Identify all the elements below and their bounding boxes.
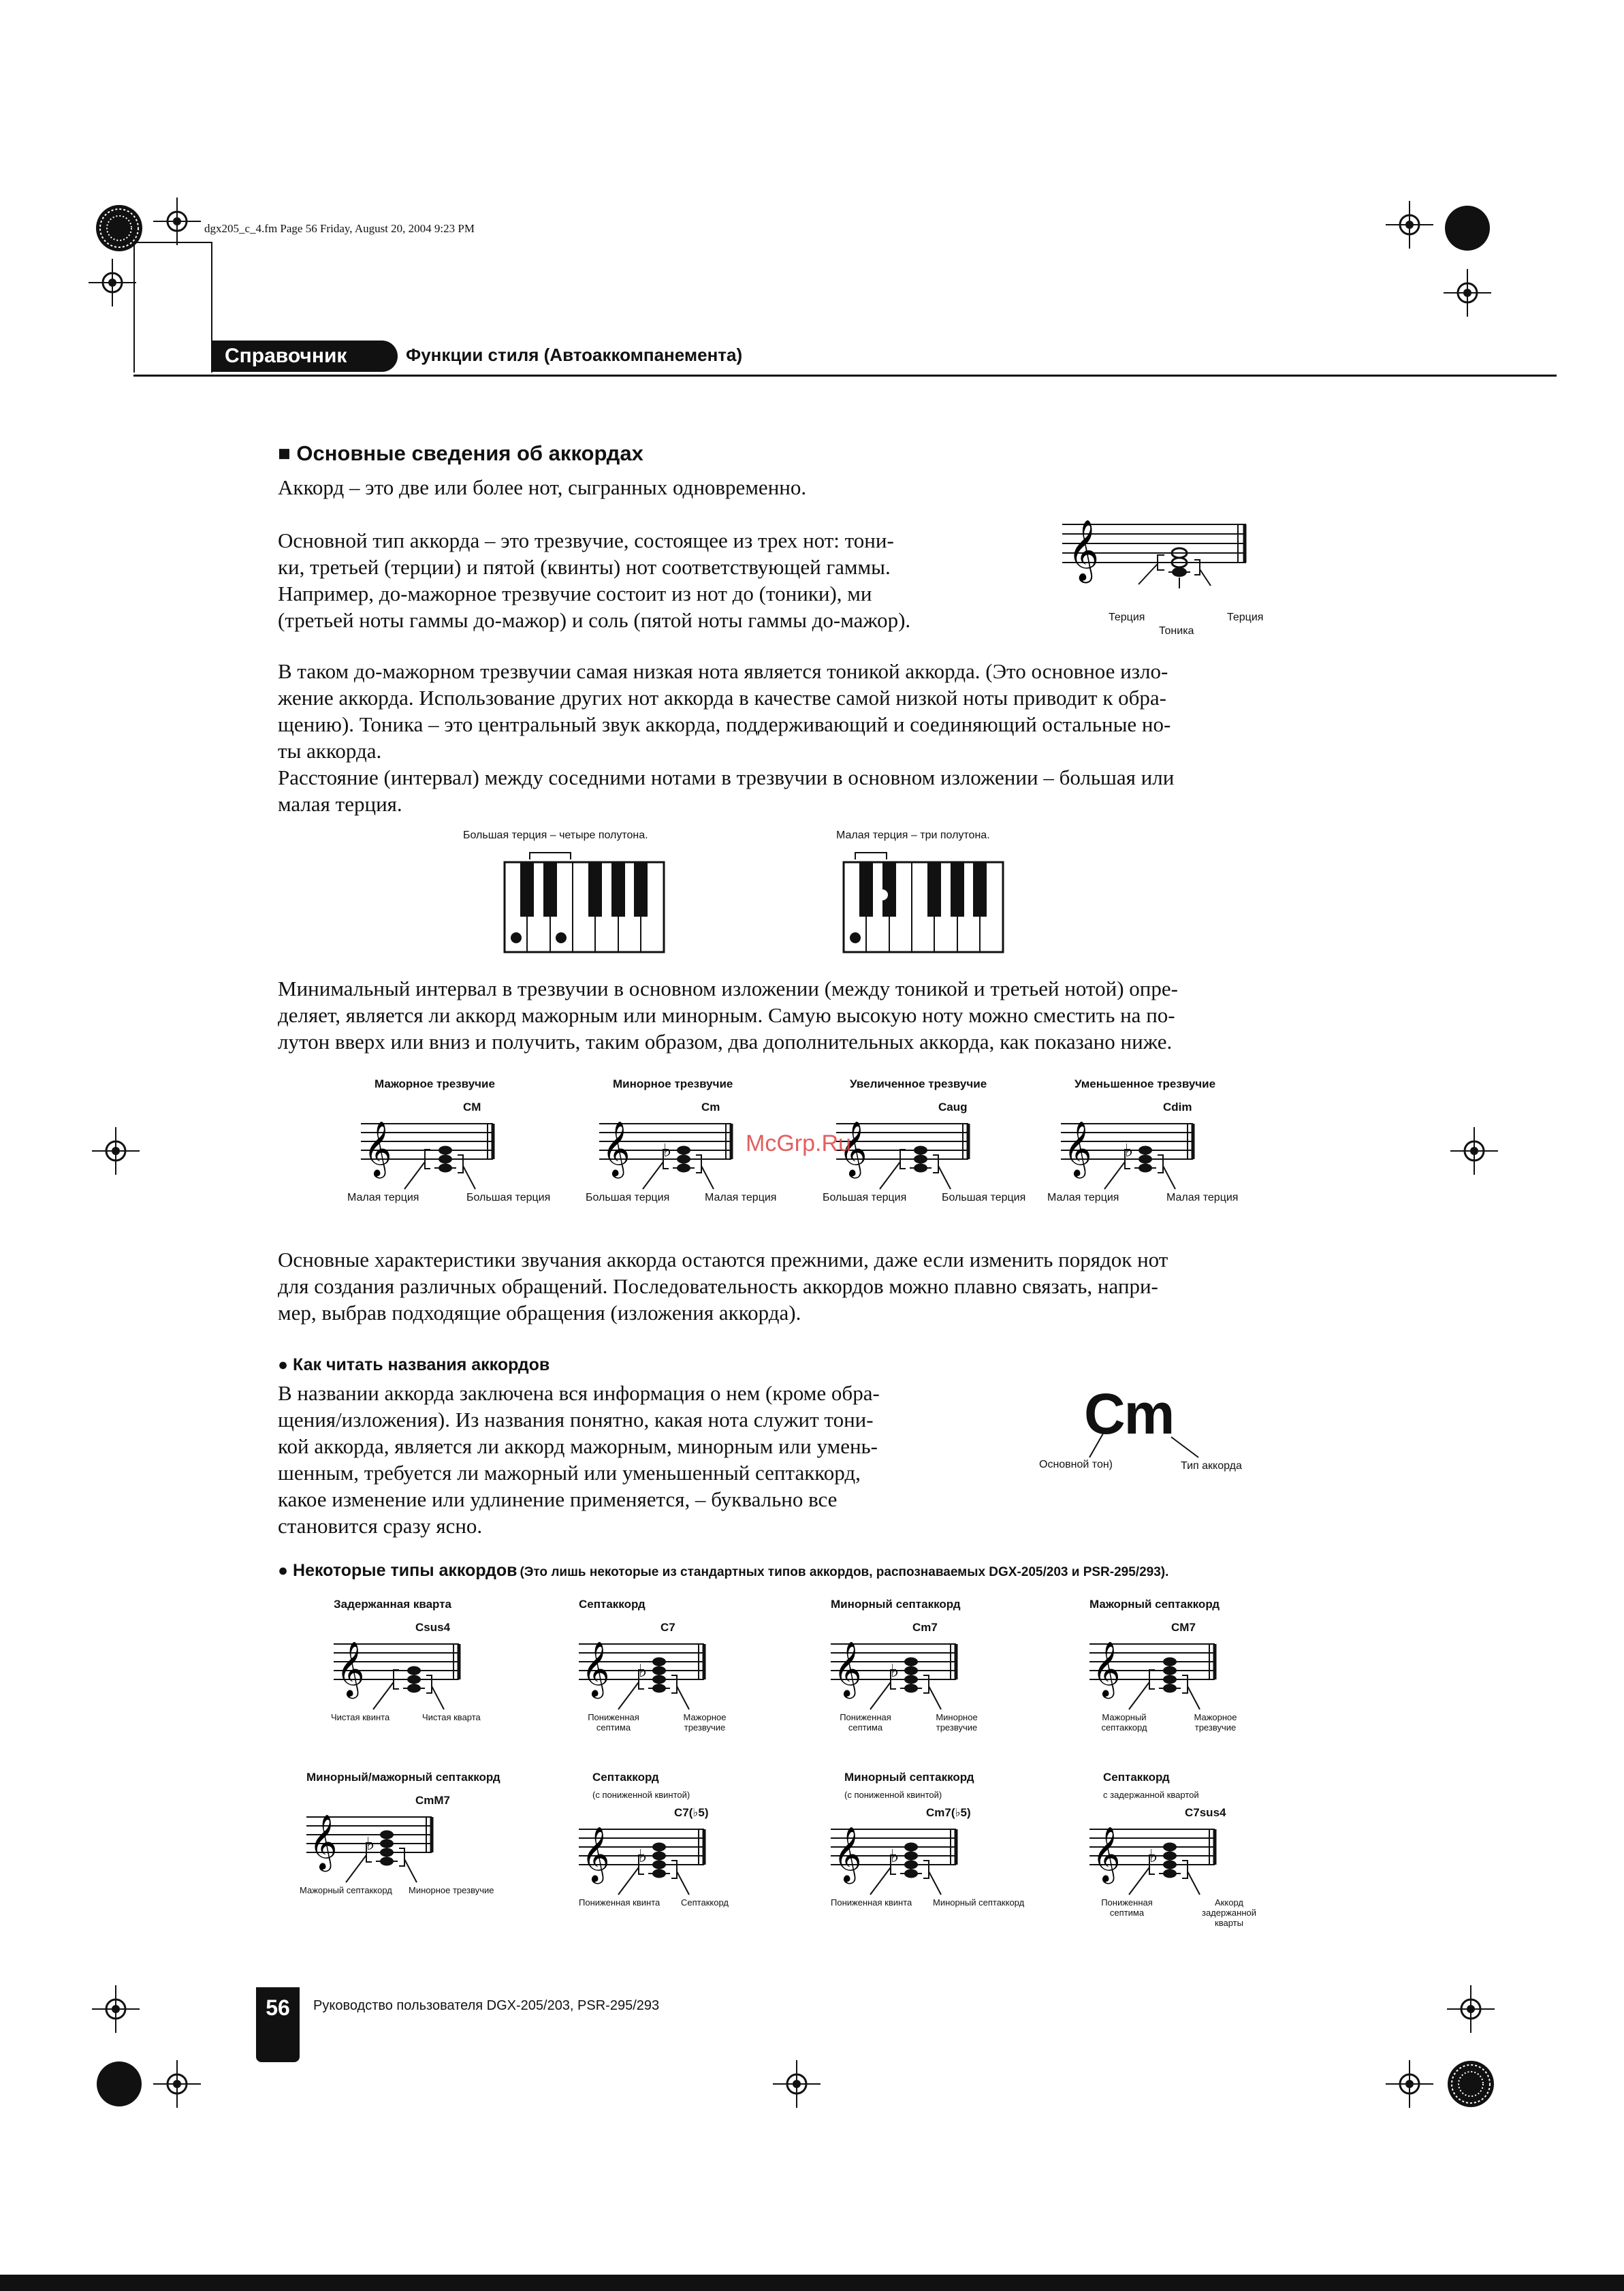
svg-text:𝄞: 𝄞 — [364, 1120, 392, 1176]
text-line: Например, до-мажорное трезвучие состоит из нот до (тоники), ми — [278, 582, 872, 605]
chord-left-label: Пониженная септима — [840, 1712, 891, 1733]
svg-text:♭: ♭ — [1125, 1141, 1134, 1161]
triad-label-third-left: Терция — [1109, 612, 1145, 623]
chord-staff — [1089, 1634, 1219, 1723]
svg-text:♭: ♭ — [639, 1846, 648, 1867]
chord-symbol: Caug — [938, 1101, 968, 1113]
types-note: (Это лишь некоторые из стандартных типов аккордов, распознаваемых DGX-205/203 и PSR-295/293). — [520, 1565, 1169, 1579]
crosshair-mark — [1447, 1985, 1495, 2033]
chord-staff — [831, 1634, 960, 1723]
svg-text:𝄞: 𝄞 — [1064, 1120, 1092, 1176]
read-names-paragraph — [278, 1380, 880, 1539]
chord-left-label: Пониженная квинта — [579, 1897, 660, 1908]
chord-staff — [831, 1820, 960, 1908]
chord-symbol: Csus4 — [415, 1621, 451, 1634]
chord-right-label: Септаккорд — [681, 1897, 729, 1908]
chord-title: Увеличенное трезвучие — [850, 1077, 987, 1090]
chord-left-label: Большая терция — [586, 1192, 670, 1203]
keyboard-caption-minor-third: Малая терция – три полутона. — [836, 830, 990, 841]
chord-staff — [599, 1114, 735, 1203]
svg-text:𝄞: 𝄞 — [839, 1120, 867, 1176]
text-line: Основные характеристики звучания аккорда остаются прежними, даже если изменить порядок нот — [278, 1248, 1168, 1271]
text-line: деляет, является ли аккорд мажорным или минорным. Самую высокую ноту можно сместить на по- — [278, 1003, 1175, 1027]
registration-mark-bottom-right — [1440, 2053, 1501, 2115]
chord-title: Септаккорд — [1103, 1771, 1170, 1784]
chord-title: Минорный септаккорд — [844, 1771, 974, 1784]
text-line: шенным, требуется ли мажорный или уменьшенный септаккорд, — [278, 1461, 861, 1485]
svg-text:♭: ♭ — [663, 1141, 672, 1161]
chord-left-label: Пониженная септима — [1101, 1897, 1153, 1918]
text-line: ки, третьей (терции) и пятой (квинты) нот соответствующей гаммы. — [278, 555, 891, 579]
triad-staff-diagram — [1055, 511, 1260, 613]
chord-staff — [579, 1634, 708, 1723]
svg-text:♭: ♭ — [366, 1834, 375, 1854]
triad-label-root: Тоника — [1159, 625, 1194, 637]
chord-title: Септаккорд — [579, 1598, 646, 1611]
chord-subtitle: с задержанной квартой — [1103, 1790, 1199, 1800]
chord-right-label: Аккорд задержанной кварты — [1201, 1897, 1256, 1928]
chord-title: Минорное трезвучие — [613, 1077, 733, 1090]
section-title: Функции стиля (Автоаккомпанемента) — [406, 345, 743, 365]
text-line: (третьей ноты гаммы до-мажор) и соль (пятой ноты гаммы до-мажор). — [278, 608, 911, 632]
text-line: щению). Тоника – это центральный звук аккорда, поддерживающий и соединяющий остальные но- — [278, 712, 1171, 736]
chord-staff — [836, 1114, 972, 1203]
crosshair-mark — [773, 2060, 821, 2108]
chord-symbol: CmM7 — [415, 1794, 451, 1807]
svg-text:𝄞: 𝄞 — [602, 1120, 631, 1176]
crosshair-mark — [89, 259, 136, 306]
chord-title: Мажорный септаккорд — [1089, 1598, 1220, 1611]
chord-symbol: Cdim — [1163, 1101, 1192, 1113]
chord-title: Уменьшенное трезвучие — [1074, 1077, 1216, 1090]
svg-text:𝄞: 𝄞 — [833, 1641, 862, 1696]
svg-text:𝄞: 𝄞 — [309, 1814, 338, 1869]
text-line: Минимальный интервал в трезвучии в основном изложении (между тоникой и третьей нотой) опре- — [278, 977, 1178, 1000]
text-line: становится сразу ясно. — [278, 1514, 483, 1538]
black-dot-mark — [1444, 204, 1491, 252]
chord-staff — [361, 1114, 497, 1203]
chord-title: Задержанная кварта — [334, 1598, 451, 1611]
bottom-border — [0, 2275, 1624, 2291]
svg-text:♭: ♭ — [891, 1661, 899, 1681]
root-tone-label: Основной тон) — [1039, 1459, 1113, 1470]
chord-title: Мажорное трезвучие — [375, 1077, 495, 1090]
chord-title: Минорный септаккорд — [831, 1598, 961, 1611]
section-tab: Справочник — [212, 341, 398, 372]
chord-symbol: C7sus4 — [1185, 1806, 1226, 1819]
chord-symbol: Cm7(♭5) — [926, 1806, 971, 1819]
chord-left-label: Малая терция — [1047, 1192, 1119, 1203]
chord-symbol: CM7 — [1171, 1621, 1196, 1634]
crosshair-mark — [92, 1985, 140, 2033]
file-header: dgx205_c_4.fm Page 56 Friday, August 20, 2004 9:23 PM — [204, 222, 475, 235]
keyboard-minor-third — [842, 847, 1005, 956]
chord-left-label: Пониженная септима — [588, 1712, 639, 1733]
paragraph-root — [278, 658, 1174, 817]
chord-left-label: Мажорный септаккорд — [1101, 1712, 1147, 1733]
crosshair-mark — [153, 2060, 201, 2108]
crosshair-mark — [1386, 2060, 1433, 2108]
intro-line: Аккорд – это две или более нот, сыгранных одновременно. — [278, 475, 807, 499]
chord-symbol: Cm7 — [912, 1621, 938, 1634]
chord-staff — [334, 1634, 463, 1723]
text-line: ты аккорда. — [278, 739, 382, 763]
keyboard-caption-major-third: Большая терция – четыре полутона. — [463, 830, 648, 841]
chord-left-label: Большая терция — [823, 1192, 907, 1203]
svg-text:𝄞: 𝄞 — [1092, 1641, 1121, 1696]
triad-label-third-right: Терция — [1227, 612, 1264, 623]
black-dot-mark — [95, 2060, 143, 2108]
chord-title: Септаккорд — [592, 1771, 659, 1784]
watermark: McGrp.Ru — [746, 1131, 851, 1156]
chord-staff — [1089, 1820, 1219, 1908]
text-line: Основной тип аккорда – это трезвучие, состоящее из трех нот: тони- — [278, 528, 894, 552]
svg-text:𝄞: 𝄞 — [1068, 520, 1100, 581]
chord-staff — [1061, 1114, 1197, 1203]
chord-title: Минорный/мажорный септаккорд — [306, 1771, 500, 1784]
header-rule — [133, 375, 1557, 377]
chord-name-example: Cm — [1084, 1382, 1174, 1446]
paragraph-inversions — [278, 1246, 1168, 1326]
crosshair-mark — [92, 1127, 140, 1175]
text-line: для создания различных обращений. Последовательность аккордов можно плавно связать, напри- — [278, 1274, 1158, 1298]
chord-right-label: Минорный септаккорд — [933, 1897, 1025, 1908]
page-number: 56 — [256, 1987, 300, 2062]
text-line: Расстояние (интервал) между соседними нотами в трезвучии в основном изложении – большая или — [278, 765, 1175, 789]
text-line: лутон вверх или вниз и получить, таким образом, два дополнительных аккорда, как показано ниже. — [278, 1030, 1173, 1054]
svg-text:𝄞: 𝄞 — [582, 1641, 610, 1696]
chord-staff — [579, 1820, 708, 1908]
text-line: мер, выбрав подходящие обращения (изложения аккорда). — [278, 1301, 801, 1325]
margin-tab-box — [133, 242, 212, 373]
crosshair-mark — [1386, 201, 1433, 249]
chord-left-label: Мажорный септаккорд — [300, 1885, 392, 1895]
chord-right-label: Большая терция — [942, 1192, 1026, 1203]
types-heading-line — [278, 1561, 1168, 1581]
chord-subtitle: (с пониженной квинтой) — [844, 1790, 942, 1800]
text-line: малая терция. — [278, 792, 402, 816]
crosshair-mark — [1450, 1127, 1498, 1175]
crosshair-mark — [1444, 269, 1491, 317]
section-heading: ■ Основные сведения об аккордах — [278, 441, 643, 465]
svg-text:♭: ♭ — [639, 1661, 648, 1681]
svg-text:𝄞: 𝄞 — [336, 1641, 365, 1696]
svg-text:𝄞: 𝄞 — [1092, 1826, 1121, 1882]
chord-symbol: CM — [463, 1101, 481, 1113]
chord-staff — [306, 1807, 436, 1896]
chord-right-label: Чистая кварта — [422, 1712, 481, 1722]
chord-type-label: Тип аккорда — [1181, 1460, 1242, 1472]
chord-right-label: Большая терция — [466, 1192, 551, 1203]
chord-left-label: Пониженная квинта — [831, 1897, 912, 1908]
text-line: кой аккорда, является ли аккорд мажорным, минорным или умень- — [278, 1434, 878, 1458]
crosshair-mark — [153, 198, 201, 245]
chord-right-label: Малая терция — [1166, 1192, 1239, 1203]
text-line: жение аккорда. Использование других нот аккорда в качестве самой низкой ноты приводит к обра- — [278, 686, 1166, 710]
chord-left-label: Чистая квинта — [331, 1712, 390, 1722]
text-line: какое изменение или удлинение применяется, – буквально все — [278, 1487, 838, 1511]
chord-symbol: Cm — [701, 1101, 720, 1113]
chord-right-label: Минорное трезвучие — [409, 1885, 494, 1895]
types-heading: ● Некоторые типы аккордов — [278, 1561, 518, 1580]
text-line: В названии аккорда заключена вся информация о нем (кроме обра- — [278, 1381, 880, 1405]
svg-text:𝄞: 𝄞 — [833, 1826, 862, 1882]
text-line: В таком до-мажорном трезвучии самая низкая нота является тоникой аккорда. (Это основное изло- — [278, 659, 1168, 683]
chord-right-label: Мажорное трезвучие — [1194, 1712, 1237, 1733]
chord-subtitle: (с пониженной квинтой) — [592, 1790, 690, 1800]
svg-text:𝄞: 𝄞 — [582, 1826, 610, 1882]
footer-text: Руководство пользователя DGX-205/203, PSR-295/293 — [313, 1998, 660, 2013]
keyboard-major-third — [503, 847, 666, 956]
paragraph-minimal — [278, 975, 1178, 1055]
svg-text:♭: ♭ — [1149, 1846, 1158, 1867]
paragraph-triad — [278, 527, 910, 633]
read-names-heading: ● Как читать названия аккордов — [278, 1355, 550, 1374]
chord-right-label: Мажорное трезвучие — [683, 1712, 727, 1733]
chord-right-label: Малая терция — [705, 1192, 777, 1203]
chord-right-label: Минорное трезвучие — [936, 1712, 978, 1733]
svg-text:♭: ♭ — [891, 1846, 899, 1867]
chord-symbol: C7 — [660, 1621, 675, 1634]
text-line: щения/изложения). Из названия понятно, какая нота служит тони- — [278, 1408, 874, 1432]
chord-left-label: Малая терция — [347, 1192, 419, 1203]
chord-symbol: C7(♭5) — [674, 1806, 709, 1819]
